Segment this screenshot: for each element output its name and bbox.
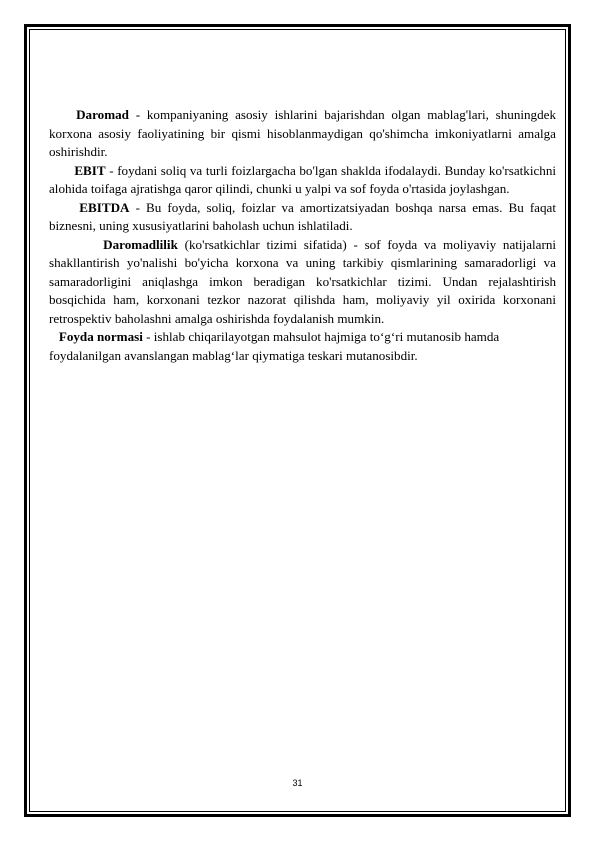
paragraph-foyda-normasi <box>49 328 556 365</box>
term-ebit: EBIT <box>74 162 106 178</box>
term-daromadlilik: Daromadlilik <box>103 236 178 252</box>
paragraph-ebit <box>49 162 556 199</box>
definition-daromad: - kompaniyaning asosiy ishlarini bajarishdan olgan mablag'lari, shuningdek korxona asosiy faoliyatining bir qismi hisoblanmaydigan qo'shimcha imkoniyatlarni amalga oshirishdir. <box>49 107 557 159</box>
term-foyda-normasi: Foyda normasi <box>58 329 143 344</box>
page-number: 31 <box>292 778 303 788</box>
paragraph-daromad <box>49 106 556 162</box>
definition-ebitda: - Bu foyda, soliq, foizlar va amortizatsiyadan boshqa narsa emas. Bu faqat biznesni, uning xususiyatlarini baholash uchun ishlatiladi. <box>49 199 556 233</box>
definition-daromadlilik: (ko'rsatkichlar tizimi sifatida) - sof foyda va moliyaviy natijalarni shakllantirish yo'nalishi bo'yicha korxona va uning tarkibiy qismlarining samaradorligi va samaradorligini aniqlashga imkon beradigan ko'rsatkichlar tizimi. Undan rejalashtirish bosqichida ham, korxonani tezkor nazorat qilishda ham, moliyaviy yil oxirida korxonani retrospektiv baholashni amalga oshirishda foydalanish mumkin. <box>49 236 557 326</box>
document-body <box>49 106 556 365</box>
term-ebitda: EBITDA <box>79 199 130 215</box>
definition-ebit: - foydani soliq va turli foizlargacha bo'lgan shaklda ifodalaydi. Bunday ko'rsatkichni alohida toifaga ajratishga qaror qilindi, chunki u yalpi va sof foyda o'rtasida joylashgan. <box>49 162 557 196</box>
paragraph-ebitda <box>49 199 556 236</box>
term-daromad: Daromad <box>76 107 129 122</box>
paragraph-daromadlilik <box>49 236 556 329</box>
definition-foyda-normasi: - ishlab chiqarilayotgan mahsulot hajmiga to‘g‘ri mutanosib hamda foydalanilgan avanslangan mablag‘lar qiymatiga teskari mutanosibdir. <box>49 329 500 363</box>
